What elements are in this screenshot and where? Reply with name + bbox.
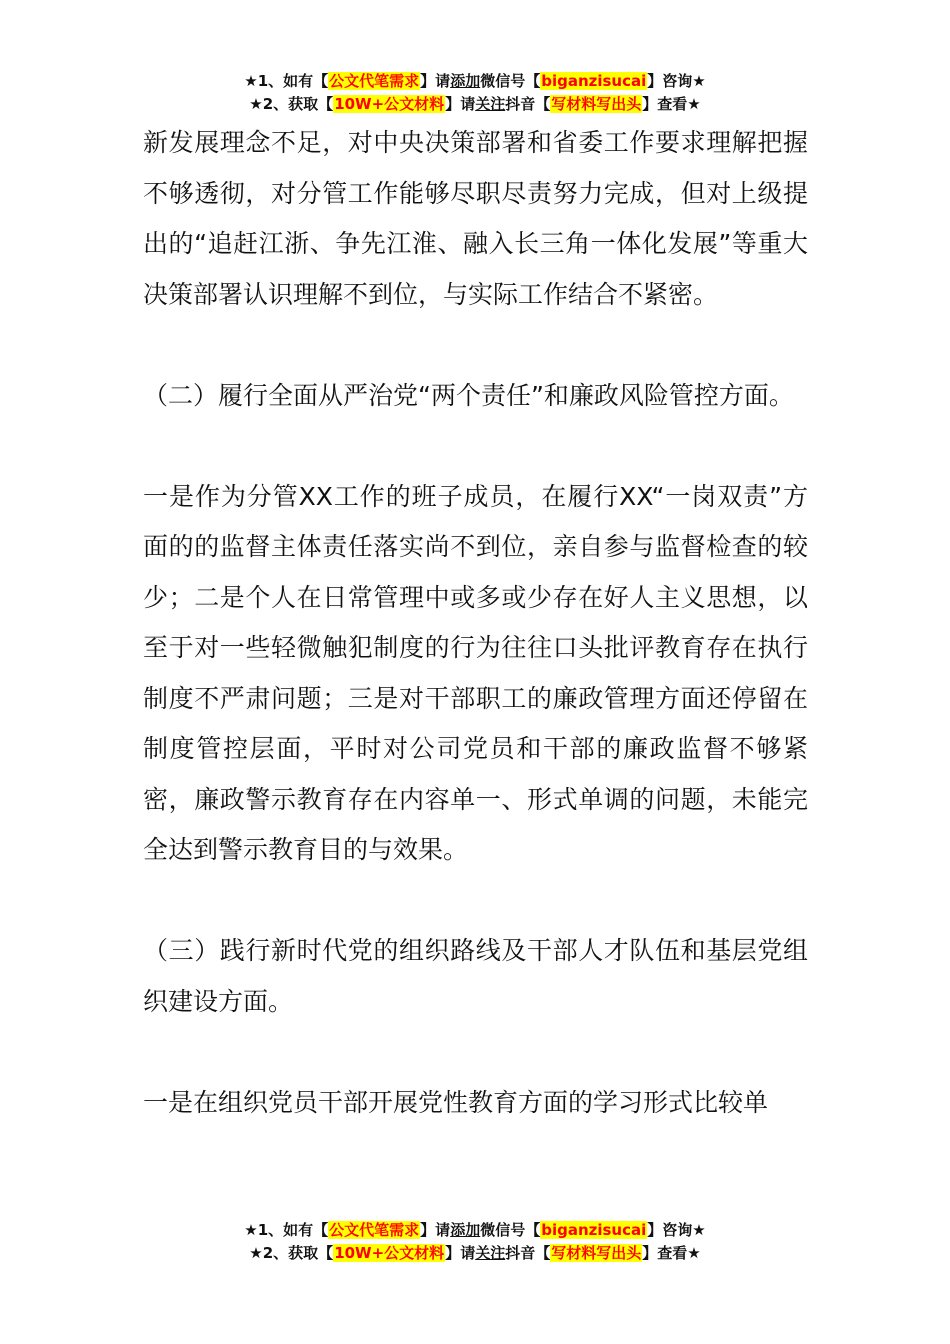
banner-line-2 [0,1242,950,1265]
banner-highlight: 10W+公文材料 [334,95,445,113]
paragraph-3: 一是作为分管XX工作的班子成员，在履行XX“一岗双责”方面的的监督主体责任落实尚不到位，亲自参与监督检查的较少；二是个人在日常管理中或多或少存在好人主义思想，以至于对一些轻微触犯制度的行为往往口头批评教育存在执行制度不严肃问题；三是对干部职工的廉政管理方面还停留在制度管控层面，平时对公司党员和干部的廉政监督不够紧密，廉政警示教育存在内容单一、形式单调的问题，未能完全达到警示教育目的与效果。 [143,481,808,864]
banner-underline: 关注 [475,1244,506,1262]
document-body [143,118,808,1128]
paragraph-5: 一是在组织党员干部开展党性教育方面的学习形式比较单 [143,1087,769,1117]
banner-douyin-id: 写材料写出头 [551,95,642,113]
footer-banner [0,1219,950,1265]
banner-text: ★1、如有【 [244,1221,329,1239]
banner-text: 】咨询★ [647,1221,706,1239]
section-heading-3: （三）践行新时代党的组织路线及干部人才队伍和基层党组织建设方面。 [143,936,808,1016]
banner-line-1 [0,70,950,93]
paragraph-gap [143,1027,808,1078]
paragraph-gap [143,421,808,472]
banner-text: ★2、获取【 [249,1244,334,1262]
banner-text: 】请 [445,1244,476,1262]
banner-text: 】请 [445,95,476,113]
banner-text: 】咨询★ [647,72,706,90]
banner-highlight: 10W+公文材料 [334,1244,445,1262]
banner-highlight: 公文代笔需求 [329,1221,420,1239]
banner-highlight: 公文代笔需求 [329,72,420,90]
banner-text: ★1、如有【 [244,72,329,90]
banner-text: 】请 [420,72,451,90]
paragraph-1: 新发展理念不足，对中央决策部署和省委工作要求理解把握不够透彻，对分管工作能够尽职尽责努力完成，但对上级提出的“追赶江浙、争先江淮、融入长三角一体化发展”等重大决策部署认识理解不到位，与实际工作结合不紧密。 [143,128,808,309]
banner-text: 抖音【 [505,1244,551,1262]
paragraph-gap [143,320,808,371]
section-heading-2: （二）履行全面从严治党“两个责任”和廉政风险管控方面。 [143,380,794,410]
banner-text: 】查看★ [642,1244,701,1262]
banner-wechat-id: biganzisucai [541,72,647,90]
banner-text: 微信号【 [480,72,541,90]
banner-douyin-id: 写材料写出头 [551,1244,642,1262]
banner-line-2 [0,93,950,116]
banner-wechat-id: biganzisucai [541,1221,647,1239]
banner-line-1 [0,1219,950,1242]
banner-underline: 关注 [475,95,506,113]
paragraph-gap [143,876,808,927]
banner-underline: 添加 [450,1221,481,1239]
banner-text: 抖音【 [505,95,551,113]
banner-text: 】查看★ [642,95,701,113]
banner-text: 】请 [420,1221,451,1239]
header-banner [0,70,950,116]
banner-underline: 添加 [450,72,481,90]
banner-text: 微信号【 [480,1221,541,1239]
banner-text: ★2、获取【 [249,95,334,113]
